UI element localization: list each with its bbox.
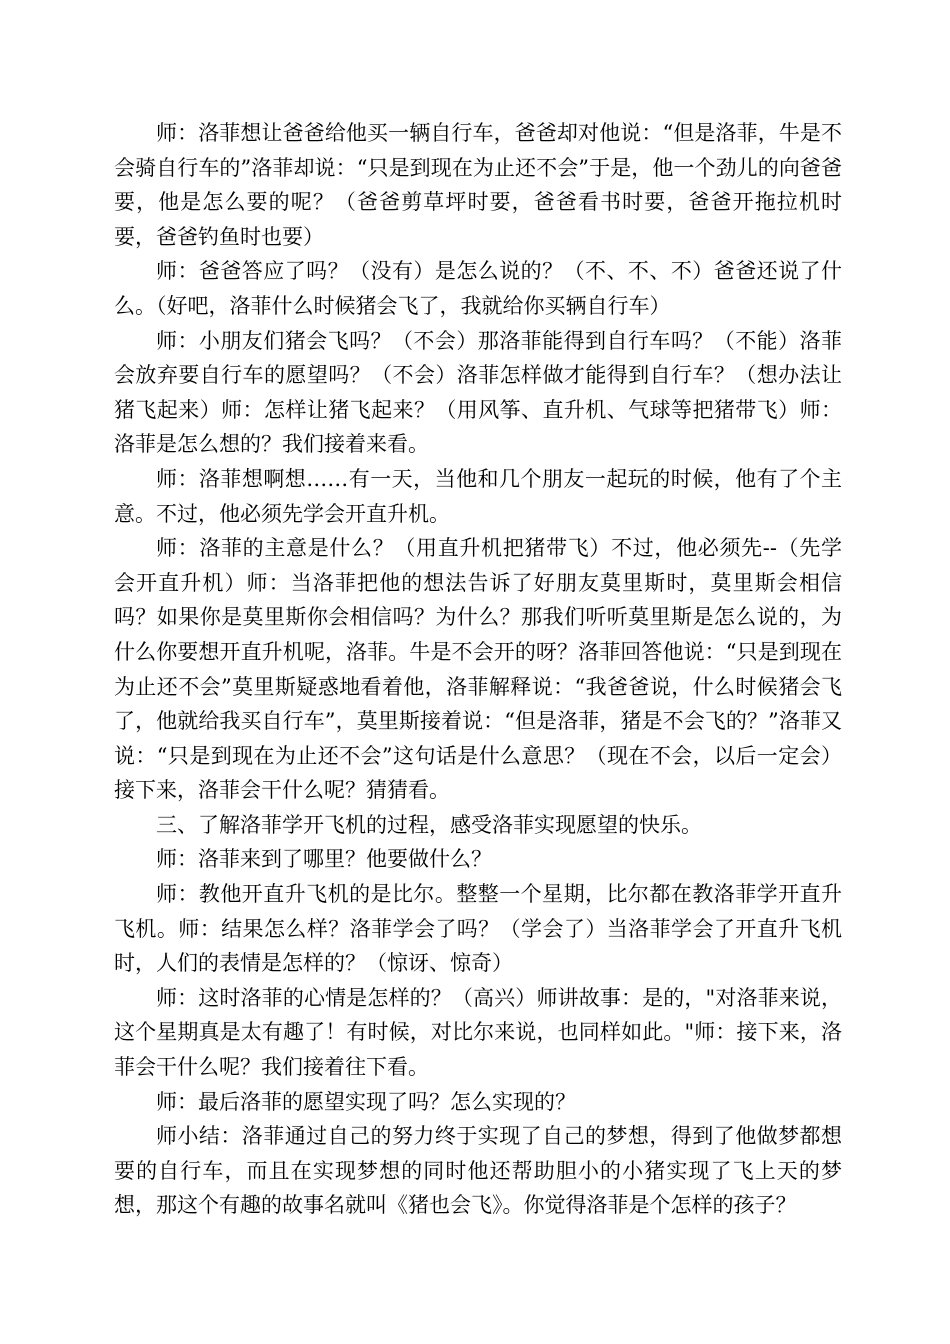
paragraph-7: 师：洛菲来到了哪里？他要做什么？ bbox=[156, 847, 492, 872]
paragraph-1: 师：洛菲想让爸爸给他买一辆自行车，爸爸却对他说：“但是洛菲，牛是不会骑自行车的”洛菲却说：“只是到现在为止还不会”于是，他一个劲儿的向爸爸要，他是怎么要的呢？（爸爸剪草坪时要，爸爸看书时要，爸爸开拖拉机时要，爸爸钓鱼时也要） bbox=[114, 121, 842, 249]
paragraph-5: 师：洛菲的主意是什么？（用直升机把猪带飞）不过，他必须先--（先学会开直升机）师：当洛菲把他的想法告诉了好朋友莫里斯时，莫里斯会相信吗？如果你是莫里斯你会相信吗？为什么？那我们听听莫里斯是怎么说的，为什么你要想开直升机呢，洛菲。牛是不会开的呀？洛菲回答他说：“只是到现在为止还不会”莫里斯疑惑地看着他，洛菲解释说：“我爸爸说，什么时候猪会飞了，他就给我买自行车”，莫里斯接着说：“但是洛菲，猪是不会飞的？”洛菲又说：“只是到现在为止还不会”这句话是什么意思？（现在不会，以后一定会）接下来，洛菲会干什么呢？猜猜看。 bbox=[114, 536, 842, 803]
paragraph-9: 师：这时洛菲的心情是怎样的？（高兴）师讲故事：是的，"对洛菲来说，这个星期真是太有趣了！有时候，对比尔来说，也同样如此。"师：接下来，洛菲会干什么呢？我们接着往下看。 bbox=[114, 985, 842, 1080]
document-page bbox=[114, 116, 842, 1223]
paragraph-2: 师：爸爸答应了吗？（没有）是怎么说的？（不、不、不）爸爸还说了什么。（好吧，洛菲什么时候猪会飞了，我就给你买辆自行车） bbox=[114, 259, 842, 318]
paragraph-3: 师：小朋友们猪会飞吗？（不会）那洛菲能得到自行车吗？（不能）洛菲会放弃要自行车的愿望吗？（不会）洛菲怎样做才能得到自行车？（想办法让猪飞起来）师：怎样让猪飞起来？（用风筝、直升机、气球等把猪带飞）师：洛菲是怎么想的？我们接着来看。 bbox=[114, 328, 842, 457]
paragraph-summary: 师小结：洛菲通过自己的努力终于实现了自己的梦想，得到了他做梦都想要的自行车，而且在实现梦想的同时他还帮助胆小的小猪实现了飞上天的梦想，那这个有趣的故事名就叫《猪也会飞》。你觉得洛菲是个怎样的孩子？ bbox=[114, 1124, 842, 1218]
paragraph-10: 师：最后洛菲的愿望实现了吗？怎么实现的？ bbox=[156, 1089, 576, 1114]
section-heading: 三、了解洛菲学开飞机的过程，感受洛菲实现愿望的快乐。 bbox=[156, 812, 702, 837]
paragraph-4: 师：洛菲想啊想……有一天，当他和几个朋友一起玩的时候，他有了个主意。不过，他必须先学会开直升机。 bbox=[114, 466, 842, 526]
paragraph-8: 师：教他开直升飞机的是比尔。整整一个星期，比尔都在教洛菲学开直升飞机。师：结果怎么样？洛菲学会了吗？（学会了）当洛菲学会了开直升飞机时，人们的表情是怎样的？（惊讶、惊奇） bbox=[114, 882, 842, 976]
